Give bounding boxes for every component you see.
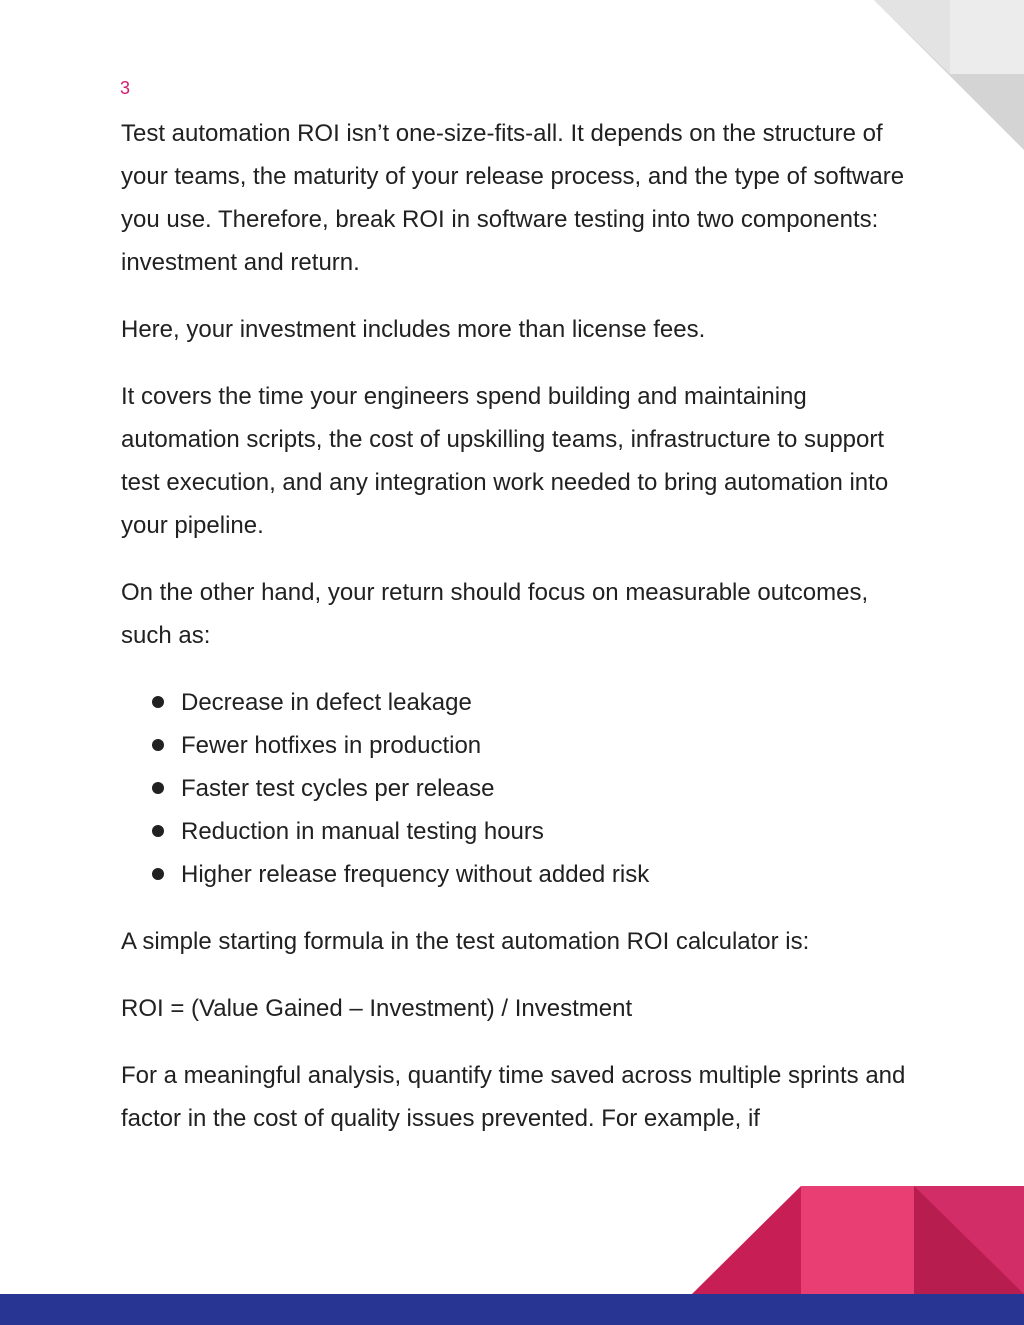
page-number: 3 — [120, 78, 131, 98]
formula: ROI = (Value Gained – Investment) / Investment — [121, 995, 633, 1022]
list-item — [121, 810, 911, 853]
list-item — [121, 767, 911, 810]
list-item-text: Faster test cycles per release — [181, 775, 495, 802]
paragraph: Here, your investment includes more than license fees. — [121, 316, 706, 343]
list-item-text: Decrease in defect leakage — [181, 689, 472, 716]
bottom-right-corner-decoration — [692, 1186, 1024, 1294]
list-item — [121, 681, 911, 724]
bullet-icon — [152, 739, 164, 751]
paragraph: It covers the time your engineers spend building and maintaining automation scripts, the cost of upskilling teams, infrastructure to support test execution, and any integration work needed to bring automation into your pipeline. — [121, 383, 889, 539]
list-item — [121, 853, 911, 896]
bullet-icon — [152, 696, 164, 708]
bullet-list — [121, 681, 911, 896]
paragraph: On the other hand, your return should focus on measurable outcomes, such as: — [121, 579, 869, 649]
paragraph: A simple starting formula in the test automation ROI calculator is: — [121, 928, 810, 955]
list-item-text: Reduction in manual testing hours — [181, 818, 544, 845]
paragraph: Test automation ROI isn’t one-size-fits-all. It depends on the structure of your teams, the maturity of your release process, and the type of software you use. Therefore, break ROI in software testing into two components: investment and return. — [121, 120, 905, 276]
list-item-text: Higher release frequency without added risk — [181, 861, 650, 888]
paragraph: For a meaningful analysis, quantify time saved across multiple sprints and factor in the cost of quality issues prevented. For example, if — [121, 1062, 906, 1132]
footer-bar — [0, 1294, 1024, 1325]
bullet-icon — [152, 782, 164, 794]
list-item-text: Fewer hotfixes in production — [181, 732, 482, 759]
list-item — [121, 724, 911, 767]
document-body — [121, 112, 911, 1164]
bullet-icon — [152, 868, 164, 880]
bullet-icon — [152, 825, 164, 837]
